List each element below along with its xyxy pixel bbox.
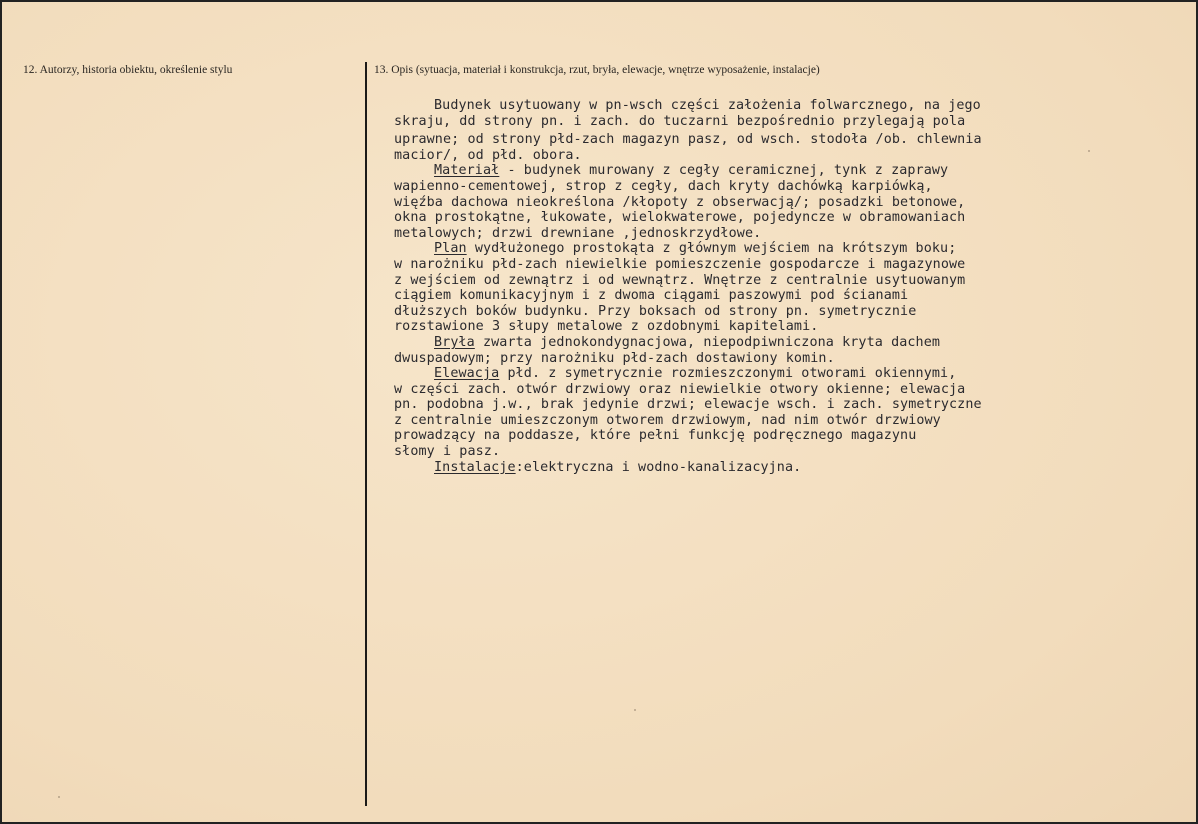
paper-speck [1088,150,1090,152]
description-line: dwuspadowym; przy narożniku płd-zach dostawiony komin. [394,350,835,366]
description-line: ciągiem komunikacyjnym i z dwoma ciągami paszowymi pod ścianami [394,288,909,304]
typed-description [394,98,1184,475]
description-line: Bryła zwarta jednokondygnacjowa, niepodpiwniczona kryta dachem [434,334,941,350]
description-line: metalowych; drzwi drewniane ,jednoskrzydłowe. [394,225,762,241]
description-line: prowadzący na poddasze, które pełni funkcję podręcznego magazynu [394,428,917,444]
description-line: macior/, od płd. obora. [394,147,582,163]
description-line: dłuższych boków budynku. Przy boksach od strony pn. symetrycznie [394,303,917,319]
authors-history-style-label: 12. Autorzy, historia obiektu, określenie stylu [23,64,233,76]
paper-speck [634,709,636,711]
section-heading-instalacje: Instalacje [434,459,516,475]
description-line: Materiał - budynek murowany z cegły ceramicznej, tynk z zaprawy [434,163,949,179]
description-line: Plan wydłużonego prostokąta z głównym wejściem na krótszym boku; [434,241,957,257]
description-line: w części zach. otwór drzwiowy oraz niewielkie otwory okienne; elewacja [394,381,966,397]
description-line: okna prostokątne, łukowate, wielokwaterowe, pojedyncze w obramowaniach [394,210,966,226]
description-line: w narożniku płd-zach niewielkie pomieszczenie gospodarcze i magazynowe [394,256,966,272]
column-divider [365,62,367,806]
description-line: rozstawione 3 słupy metalowe z ozdobnymi kapitelami. [394,319,819,335]
description-line: Instalacje:elektryczna i wodno-kanalizacyjna. [434,459,802,475]
description-field-label: 13. Opis (sytuacja, materiał i konstrukcja, rzut, bryła, elewacje, wnętrze wyposażenie, instalacje) [374,64,820,76]
description-line: z wejściem od zewnątrz i od wewnątrz. Wnętrze z centralnie usytuowanym [394,272,966,288]
description-line: uprawne; od strony płd-zach magazyn pasz, od wsch. stodoła /ob. chlewnia [394,132,982,148]
description-line: skraju, dd strony pn. i zach. do tuczarni bezpośrednio przylegają pola [394,113,966,129]
section-heading-plan: Plan [434,241,467,257]
description-line: pn. podobna j.w., brak jedynie drzwi; elewacje wsch. i zach. symetryczne [394,397,982,413]
description-line: słomy i pasz. [394,444,501,460]
description-line: więźba dachowa nieokreślona /kłopoty z obserwacją/; posadzki betonowe, [394,194,966,210]
description-line: z centralnie umieszczonym otworem drzwiowym, nad nim otwór drzwiowy [394,412,941,428]
description-line: wapienno-cementowej, strop z cegły, dach kryty dachówką karpiówką, [394,178,933,194]
description-line: Budynek usytuowany w pn-wsch części założenia folwarcznego, na jego [434,98,981,113]
description-line: Elewacja płd. z symetrycznie rozmieszczonymi otworami okiennymi, [434,366,957,382]
section-heading-material: Materiał [434,163,500,179]
paper-speck [58,796,60,798]
section-heading-bryla: Bryła [434,334,475,350]
section-heading-elewacja: Elewacja [434,366,500,382]
